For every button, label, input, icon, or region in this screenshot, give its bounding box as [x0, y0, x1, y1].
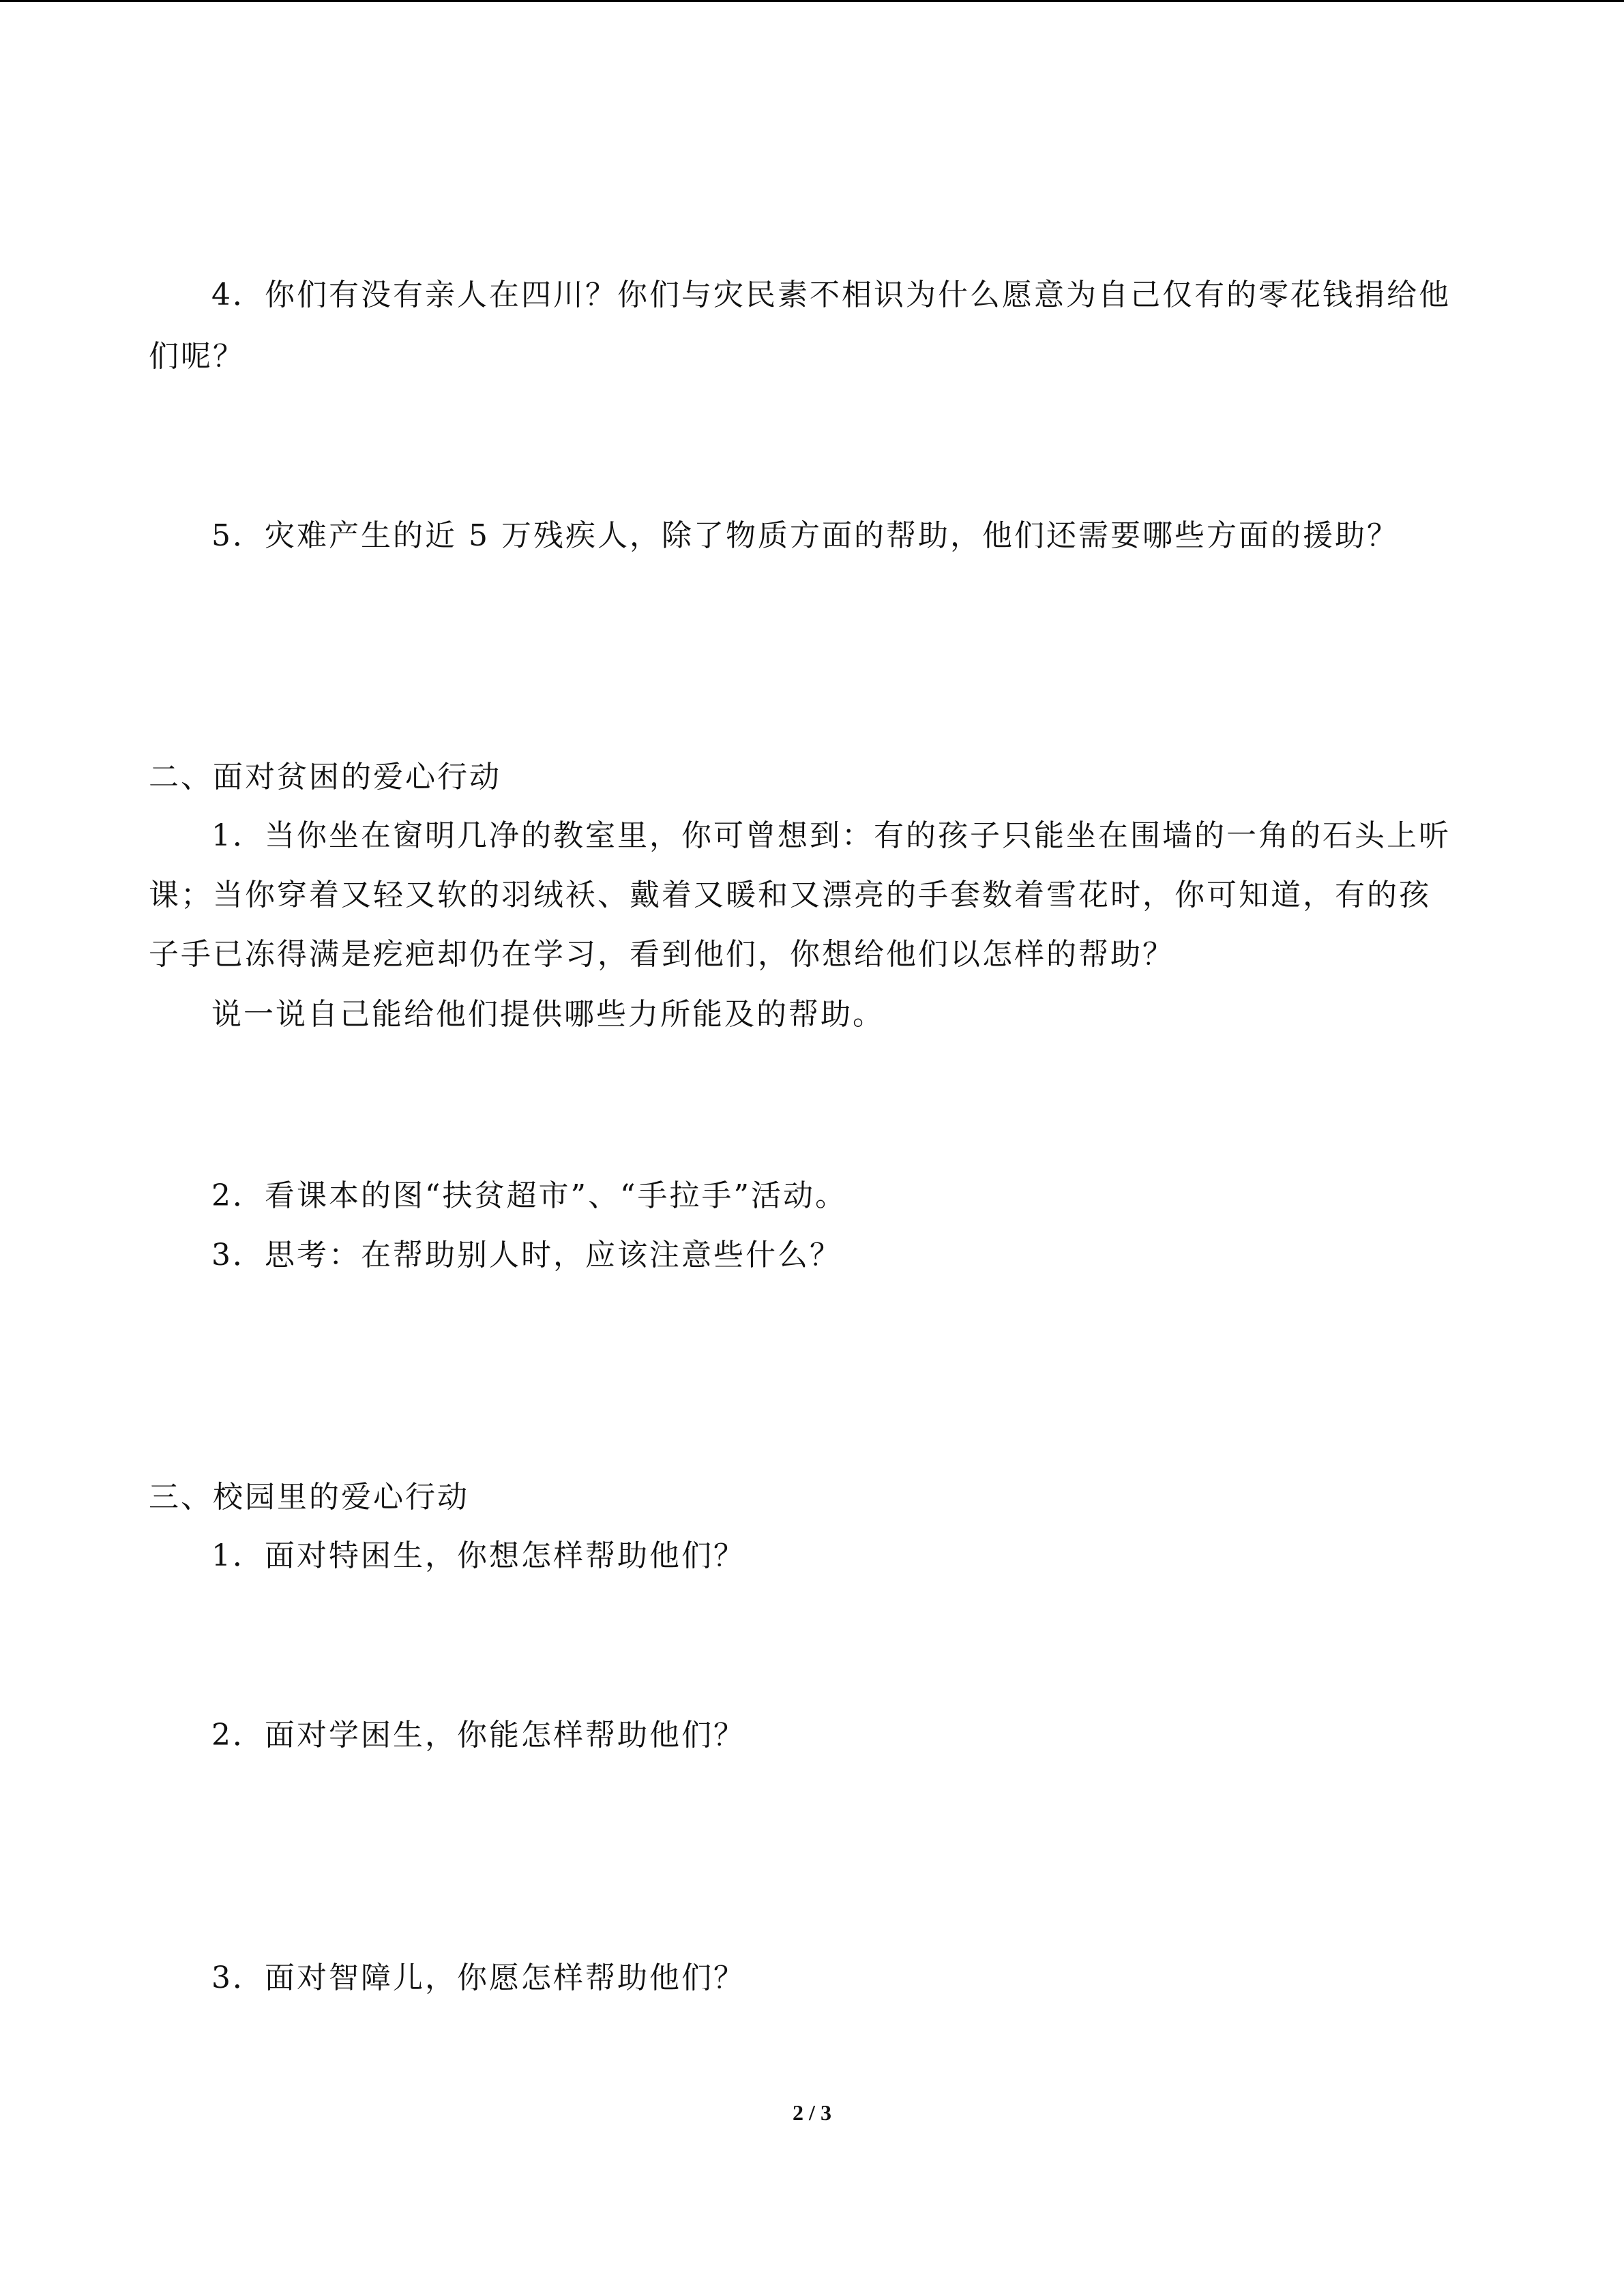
- page-number: 2 / 3: [793, 2100, 831, 2125]
- section-2-item-3: 3．思考：在帮助别人时，应该注意些什么？: [211, 1238, 842, 1272]
- section-2-item-1-line-3: 子手已冻得满是疙疤却仍在学习，看到他们，你想给他们以怎样的帮助？: [149, 937, 1175, 972]
- question-5: 5．灾难产生的近 5 万残疾人，除了物质方面的帮助，他们还需要哪些方面的援助？: [211, 518, 1399, 553]
- section-3-item-3: 3．面对智障儿，你愿怎样帮助他们？: [211, 1960, 745, 1995]
- section-3-heading: 三、校园里的爱心行动: [149, 1480, 469, 1515]
- section-2-item-1-line-1: 1．当你坐在窗明几净的教室里，你可曾想到：有的孩子只能坐在围墙的一角的石头上听: [211, 818, 1451, 853]
- question-4-line-1: 4．你们有没有亲人在四川？你们与灾民素不相识为什么愿意为自己仅有的零花钱捐给他: [211, 278, 1451, 312]
- section-2-item-2: 2．看课本的图“扶贫超市”、“手拉手”活动。: [211, 1178, 847, 1213]
- section-2-item-1-line-2: 课；当你穿着又轻又软的羽绒袄、戴着又暖和又漂亮的手套数着雪花时，你可知道，有的孩: [149, 878, 1431, 912]
- section-3-item-1: 1．面对特困生，你想怎样帮助他们？: [211, 1538, 745, 1573]
- question-4-line-2: 们呢？: [149, 339, 245, 374]
- section-2-item-1-prompt: 说一说自己能给他们提供哪些力所能及的帮助。: [211, 997, 885, 1032]
- top-border-rule: [0, 0, 1624, 2]
- section-3-item-2: 2．面对学困生，你能怎样帮助他们？: [211, 1718, 745, 1753]
- section-2-heading: 二、面对贫困的爱心行动: [149, 760, 501, 794]
